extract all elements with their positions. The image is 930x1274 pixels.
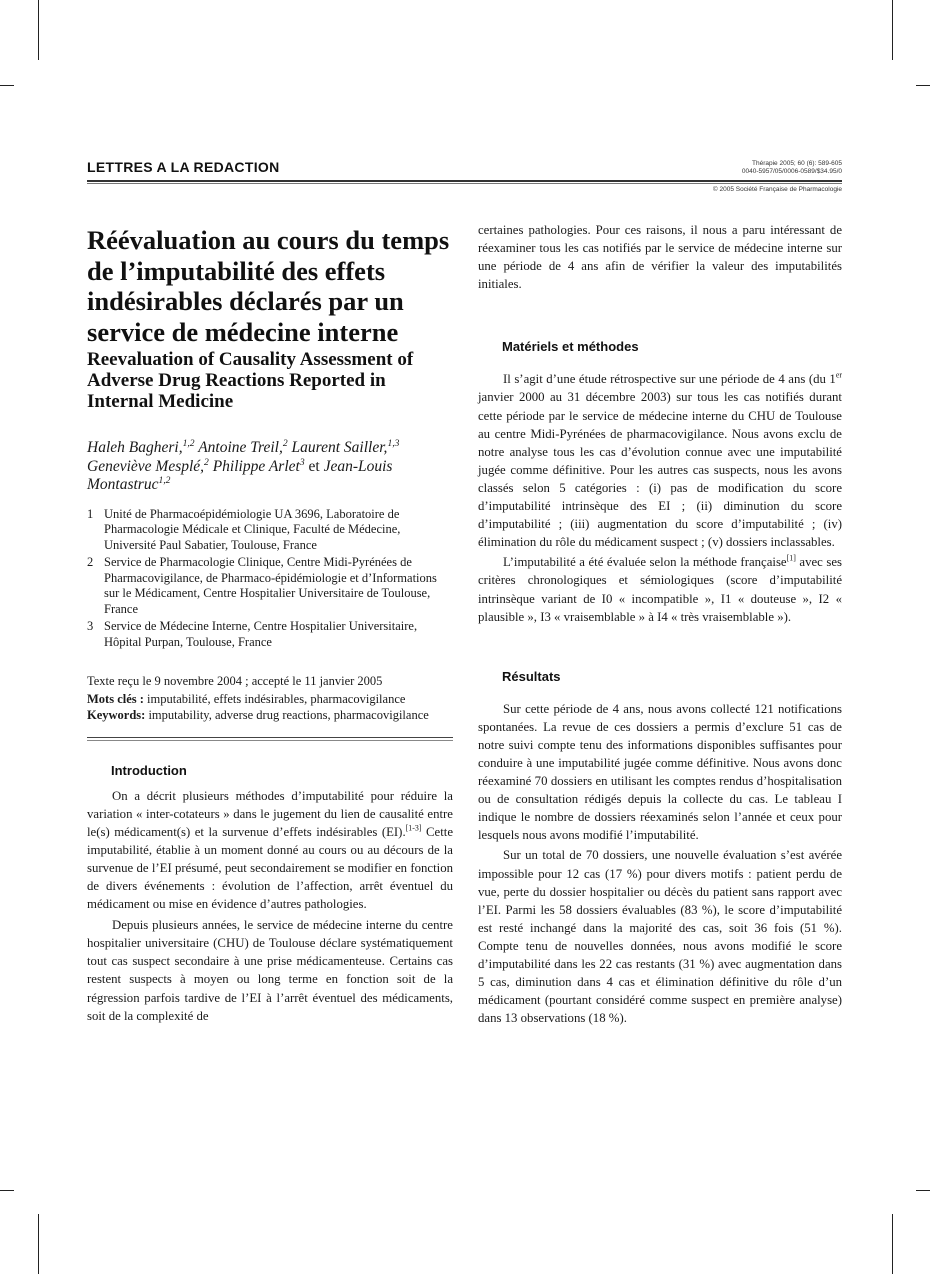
author-name: Antoine Treil,: [198, 439, 283, 456]
author-name: Haleh Bagheri,: [87, 439, 183, 456]
keywords-label: Keywords:: [87, 708, 146, 722]
crop-mark: [38, 0, 39, 60]
left-column: [87, 225, 453, 1025]
mots-cles-text: imputabilité, effets indésirables, pharmacovigilance: [147, 691, 406, 706]
journal-issn: 0040-5957/05/0006-0589/$34.95/0: [741, 168, 842, 175]
author-conjunction: et: [308, 457, 320, 475]
submission-dates: Texte reçu le 9 novembre 2004 ; accepté le 11 janvier 2005: [87, 674, 383, 688]
author-name: Jean-Louis Montastruc: [87, 457, 393, 493]
author-name: Laurent Sailler,: [291, 439, 388, 456]
results-paragraph: Sur cette période de 4 ans, nous avons collecté 121 notifications spontanées. La revue de ces dossiers a permis d’exclure 51 cas de notre suivi compte tenu des informations disponibles suffisantes pour conduire à une imputabilité jugée comme définitive. Nous avons donc réexaminé 70 dossiers en utilisant les comptes rendus d’hospitalisation ou de consultation rédigés depuis la collecte du cas. Le tableau I indique le nombre de dossiers réexaminés selon l’année et ceux pour lesquels nous avons modifié l’imputabilité.: [478, 701, 842, 843]
journal-reference: [742, 160, 842, 176]
citation-ref: [1]: [786, 554, 796, 564]
abstract-separator-thin: [87, 740, 453, 741]
author-name: Geneviève Mesplé,: [87, 457, 205, 475]
affiliation-text: Unité de Pharmacoépidémiologie UA 3696, Laboratoire de Pharmacologie Médicale et Clinique, Faculté de Médecine, Université Paul Sabatier, Toulouse, France: [104, 506, 401, 552]
author-name: Philippe Arlet: [212, 457, 300, 475]
author-affiliation-ref: 1,3: [387, 437, 400, 449]
crop-mark: [916, 85, 930, 86]
affiliation-text: Service de Pharmacologie Clinique, Centre Midi-Pyrénées de Pharmacovigilance, de Pharmaco-épidémiologie et d’Informations sur le Médicament, Centre Hospitalier Universitaire de Toulouse, France: [104, 555, 437, 616]
methods-text: Il s’agit d’une étude rétrospective sur une période de 4 ans (du 1: [503, 372, 836, 387]
article-title-english: Reevaluation of Causality Assessment of Adverse Drug Reactions Reported in Internal Medicine: [87, 349, 414, 412]
citation-ref: [1-3]: [405, 823, 422, 833]
copyright-notice: © 2005 Société Française de Pharmacologie: [712, 186, 842, 193]
mots-cles: [87, 692, 453, 707]
author-affiliation-ref: 2: [282, 437, 288, 449]
intro-text: On a décrit plusieurs méthodes d’imputabilité pour réduire la variation « inter-cotateurs » dans le jugement du lien de causalité entre le(s) médicament(s) et la survenue d’effets indésirables (EI).: [87, 788, 453, 839]
intro-text-cont: Cette imputabilité, établie à un moment donné au cours ou au décours de la survenue de l’EI présumé, peut secondairement se modifier en fonction de divers événements : évolution de l’affection, arrêt éventuel du médicament ou mise en évidence d’autres pathologies.: [87, 824, 453, 912]
results-paragraph: Sur un total de 70 dossiers, une nouvelle évaluation s’est avérée impossible pour 12 cas (17 %) pour divers motifs : patient perdu de vue, perte du dossier hospitalier ou décès du patient sans rapport avec l’EI. Parmi les 58 dossiers évaluables (83 %), le score d’imputabilité est resté inchangé dans la majorité des cas, soit 36 fois (51 %). Compte tenu de nouvelles données, nous avons modifié le score d’imputabilité dans les 22 cas restants (31 %) avec augmentation dans 5 cas, diminution dans 4 cas et élimination définitive du rôle d’un médicament (pourtant considéré comme suspect en première analyse) dans 13 observations (18 %).: [478, 848, 842, 1026]
journal-citation: Thérapie 2005; 60 (6): 589-605: [752, 160, 842, 167]
methods-text-cont: avec ses critères chronologiques et sémiologiques (score d’imputabilité intrinsèque variant de I0 « incompatible », I1 « douteuse », I2 « plausible », I3 « vraisemblable » à I4 « très vraisemblable »).: [478, 555, 842, 624]
crop-mark: [0, 85, 14, 86]
methods-paragraph: [478, 553, 842, 625]
author-affiliation-ref: 1,2: [182, 437, 195, 449]
methods-paragraph: [478, 370, 842, 551]
crop-mark: [0, 1190, 14, 1191]
abstract-separator: [87, 737, 453, 738]
crop-mark: [892, 1214, 893, 1274]
crop-mark: [916, 1190, 930, 1191]
author-affiliation-ref: 1,2: [158, 474, 171, 486]
right-column: [478, 221, 842, 1027]
affiliation-item: [87, 619, 453, 650]
keywords: [87, 708, 453, 723]
methods-text-cont: janvier 2000 au 31 décembre 2003) sur tous les cas notifiés durant cette période par le service de médecine interne du CHU de Toulouse au centre Midi-Pyrénées de pharmacovigilance. Nous avons exclu de notre analyse tous les cas d’évolution connue avec une imputabilité jugée comme définitive. Pour les autres cas suspects, nous les avons classés selon 5 catégories : (i) pas de modification du score d’imputabilité intrinsèque des EI ; (ii) diminution du score d’imputabilité ; (iii) augmentation du score d’imputabilité ; (iv) élimination du rôle du médicament suspect ; (v) dossiers inclassables.: [478, 390, 842, 550]
author-list: [87, 439, 453, 495]
article-title-french: Réévaluation au cours du temps de l’imputabilité des effets indésirables déclarés par un service de médecine interne: [87, 225, 450, 347]
affiliation-number: 2: [87, 555, 94, 569]
header-rule-thin: [87, 183, 842, 184]
section-heading-methods: Matériels et méthodes: [502, 339, 639, 355]
superscript-er: er: [835, 371, 842, 381]
methods-text: L’imputabilité a été évaluée selon la méthode française: [503, 555, 787, 570]
author-affiliation-ref: 3: [299, 456, 305, 468]
affiliation-number: 3: [87, 619, 94, 633]
mots-cles-label: Mots clés :: [87, 691, 144, 706]
section-heading-introduction: Introduction: [111, 762, 187, 778]
keywords-text: imputability, adverse drug reactions, pharmacovigilance: [148, 708, 429, 722]
affiliation-list: [87, 507, 453, 651]
header-rule: [87, 180, 842, 182]
crop-mark: [892, 0, 893, 60]
crop-mark: [38, 1214, 39, 1274]
intro-paragraph-continued: certaines pathologies. Pour ces raisons, il nous a paru intéressant de réexaminer tous les cas notifiés par le service de médecine interne sur une période de 4 ans afin de vérifier la valeur des imputabilités initiales.: [478, 223, 842, 292]
intro-paragraph: [87, 787, 453, 914]
affiliation-text: Service de Médecine Interne, Centre Hospitalier Universitaire, Hôpital Purpan, Toulouse, France: [104, 619, 418, 649]
affiliation-item: [87, 507, 453, 554]
section-title: LETTRES A LA REDACTION: [87, 159, 280, 175]
section-heading-results: Résultats: [502, 668, 561, 684]
author-affiliation-ref: 2: [204, 456, 209, 468]
affiliation-item: [87, 555, 453, 617]
affiliation-number: 1: [87, 506, 94, 521]
intro-paragraph: Depuis plusieurs années, le service de médecine interne du centre hospitalier universitaire (CHU) de Toulouse déclare systématiquement tout cas suspect secondaire à une prise médicamenteuse. Certains cas restent suspects à moyen ou long terme en fonction soit de la régression parfois tardive de l’EI à l’arrêt éventuel des médicaments, soit de la complexité de: [87, 918, 453, 1023]
